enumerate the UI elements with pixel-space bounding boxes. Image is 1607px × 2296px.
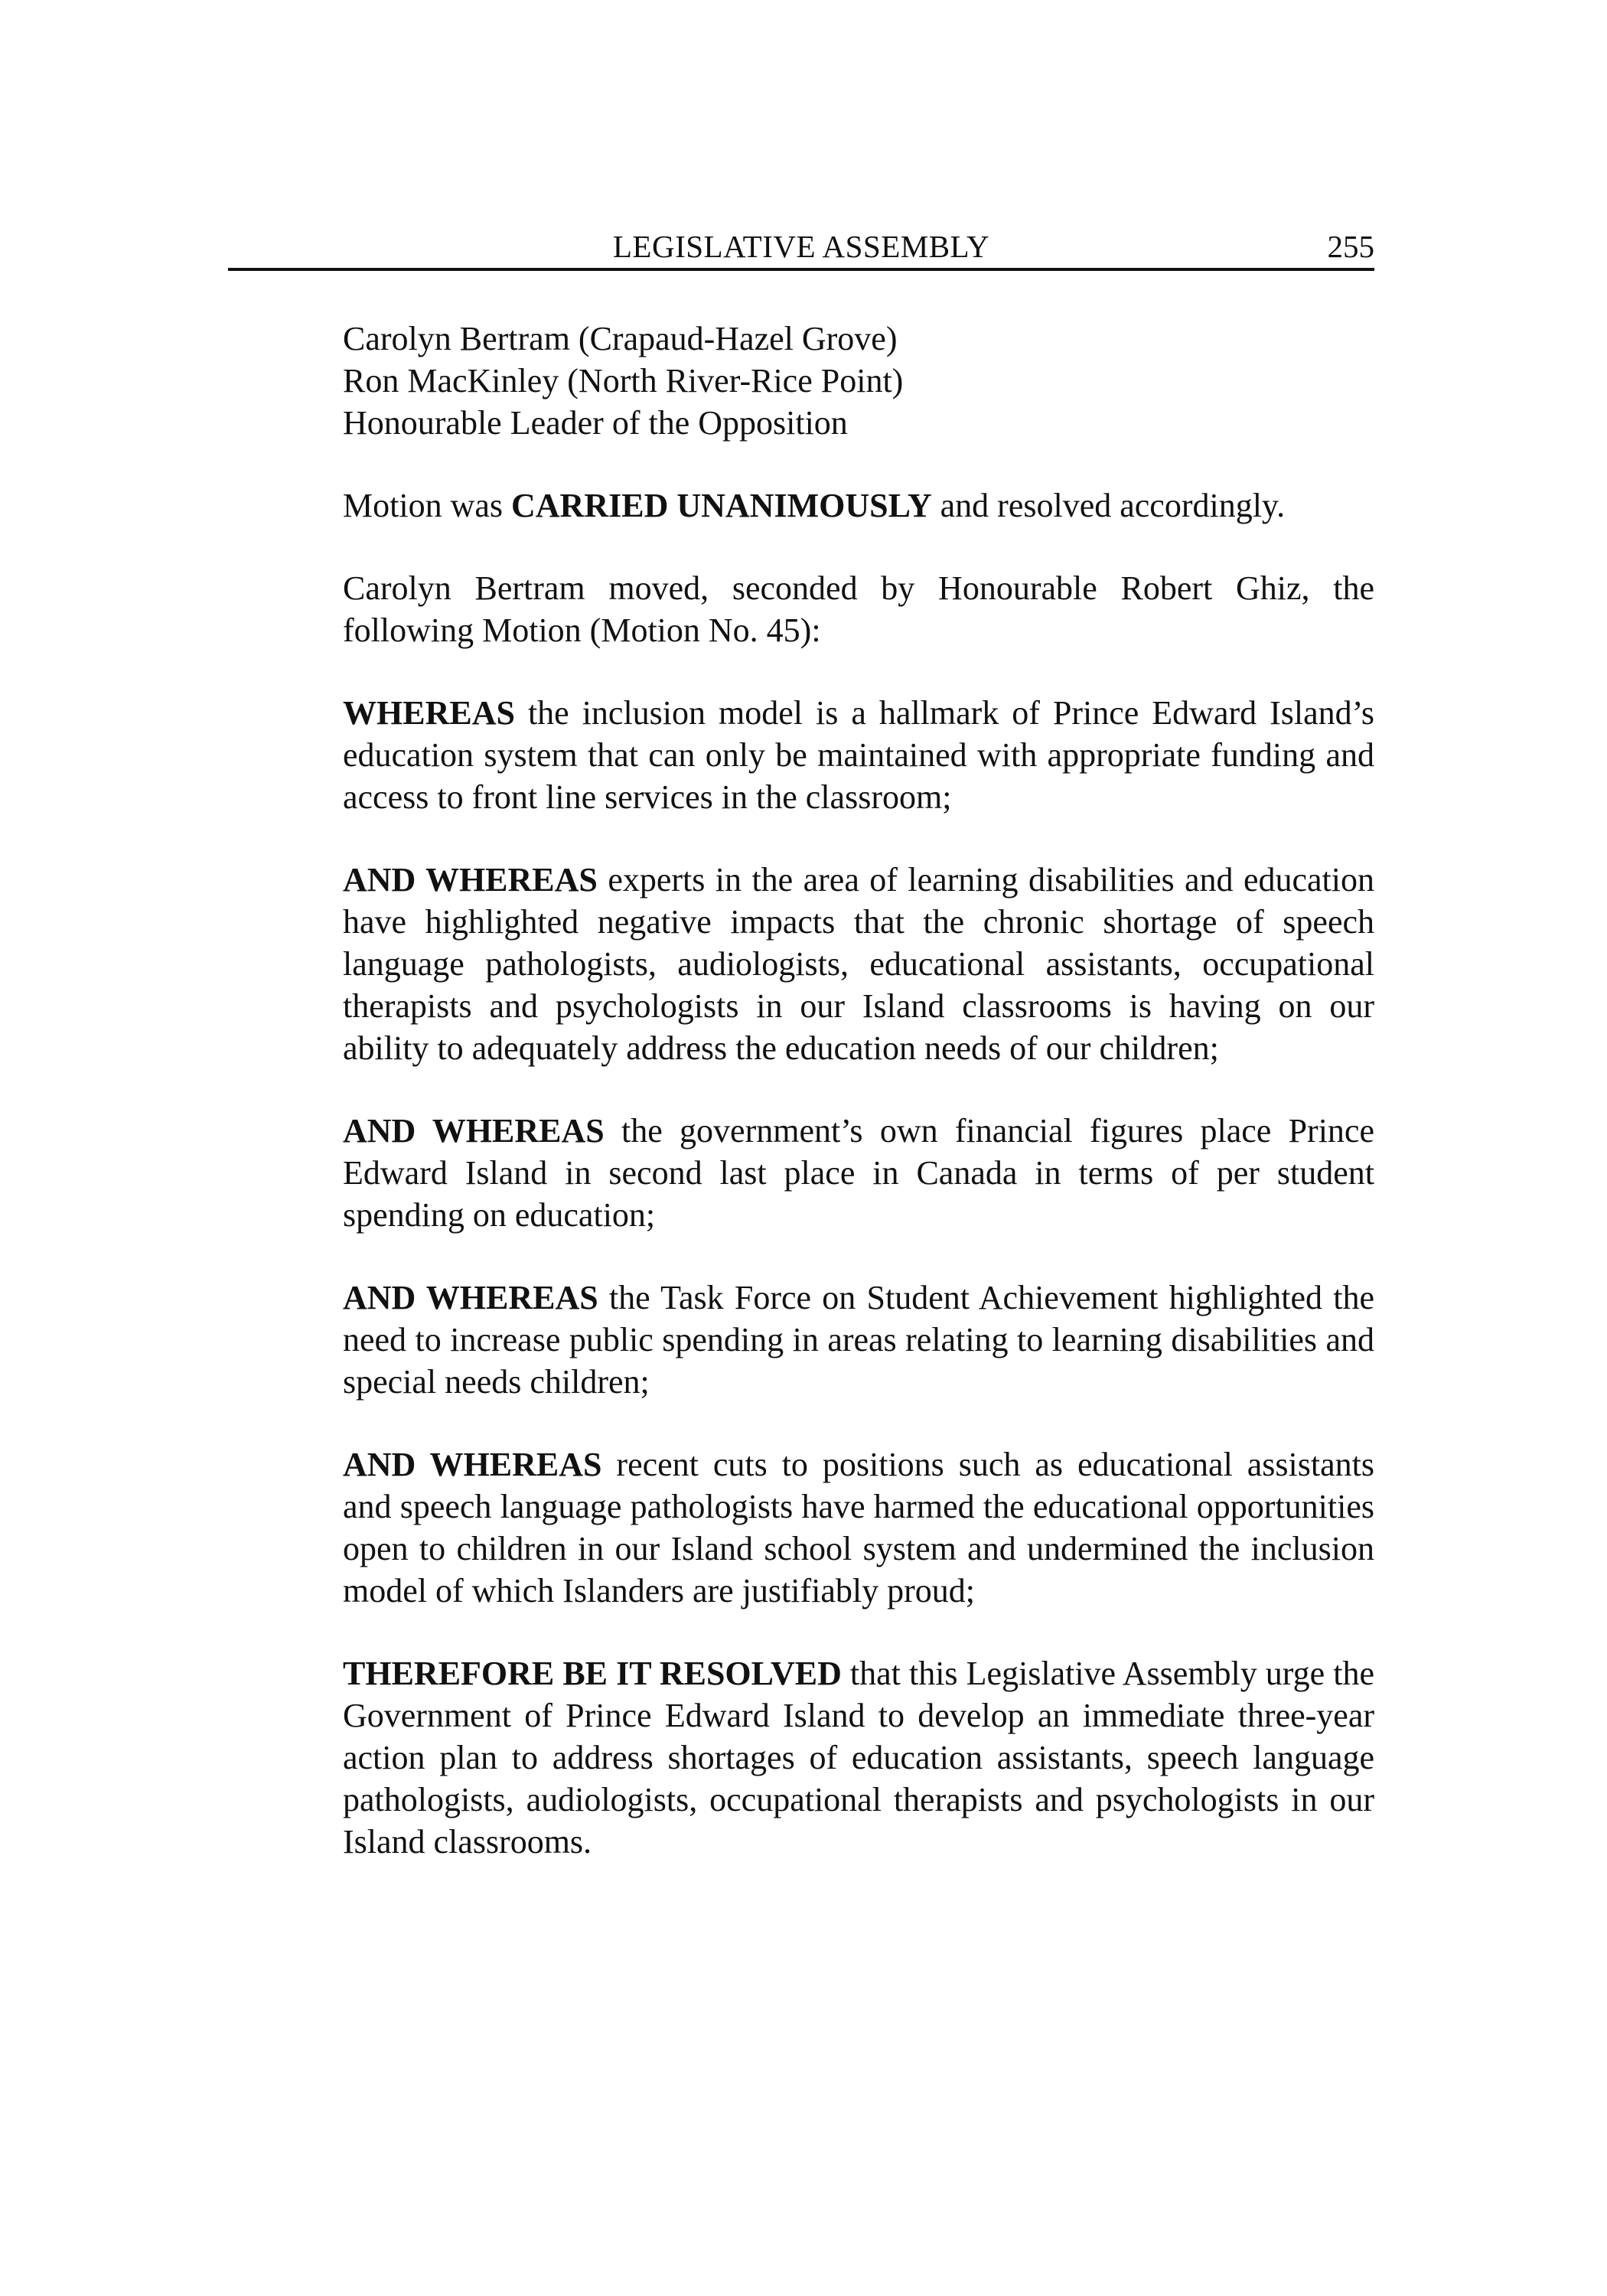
clause-text: recent cuts to positions such as educational assistants and speech language pathologists have harmed the educational opportunities open to children in our Island school system and undermined the inclusion model of which Islanders are justifiably proud; <box>343 1446 1374 1609</box>
members-list <box>343 318 1374 444</box>
clause-paragraph <box>343 1110 1374 1236</box>
member-line: Honourable Leader of the Opposition <box>343 404 848 442</box>
motion-intro: Carolyn Bertram moved, seconded by Honourable Robert Ghiz, the following Motion (Motion No. 45): <box>343 569 1374 649</box>
clause-keyword: WHEREAS <box>343 694 515 732</box>
clause-paragraph <box>343 1277 1374 1403</box>
resolution-keyword: THEREFORE BE IT RESOLVED <box>343 1655 842 1692</box>
clause-keyword: AND WHEREAS <box>343 861 598 899</box>
clause-text: the government’s own financial figures place Prince Edward Island in second last place in Canada in terms of per student spending on education; <box>343 1112 1374 1234</box>
clause-paragraph <box>343 859 1374 1069</box>
motion-result <box>343 484 1374 527</box>
resolution-paragraph <box>343 1652 1374 1863</box>
motion-result-prefix: Motion was <box>343 487 511 524</box>
member-line: Ron MacKinley (North River-Rice Point) <box>343 362 904 400</box>
clause-paragraph <box>343 1443 1374 1612</box>
running-header-title: LEGISLATIVE ASSEMBLY <box>612 229 990 264</box>
clause-paragraph <box>343 692 1374 818</box>
document-body <box>343 318 1374 1903</box>
clause-keyword: AND WHEREAS <box>343 1279 598 1316</box>
clause-text: experts in the area of learning disabilities and education have highlighted negative impacts that the chronic shortage of speech language pathologists, audiologists, educational assistants, occupational therapists and psychologists in our Island classrooms is having on our ability to adequately address the education needs of our children; <box>343 861 1374 1067</box>
clause-keyword: AND WHEREAS <box>343 1112 605 1150</box>
motion-result-status: CARRIED UNANIMOUSLY <box>511 487 932 524</box>
page-header <box>228 228 1374 271</box>
resolution-text: that this Legislative Assembly urge the Government of Prince Edward Island to develop an immediate three-year action plan to address shortages of education assistants, speech language pathologists, audiologists, occupational therapists and psychologists in our Island classrooms. <box>343 1655 1374 1861</box>
member-line: Carolyn Bertram (Crapaud-Hazel Grove) <box>343 320 898 357</box>
page-number: 255 <box>1327 229 1374 264</box>
motion-result-suffix: and resolved accordingly. <box>931 487 1286 524</box>
clause-text: the inclusion model is a hallmark of Prince Edward Island’s education system that can only be maintained with appropriate funding and access to front line services in the classroom; <box>343 694 1374 816</box>
clause-text: the Task Force on Student Achievement highlighted the need to increase public spending in areas relating to learning disabilities and special needs children; <box>343 1279 1374 1401</box>
clause-keyword: AND WHEREAS <box>343 1446 602 1483</box>
